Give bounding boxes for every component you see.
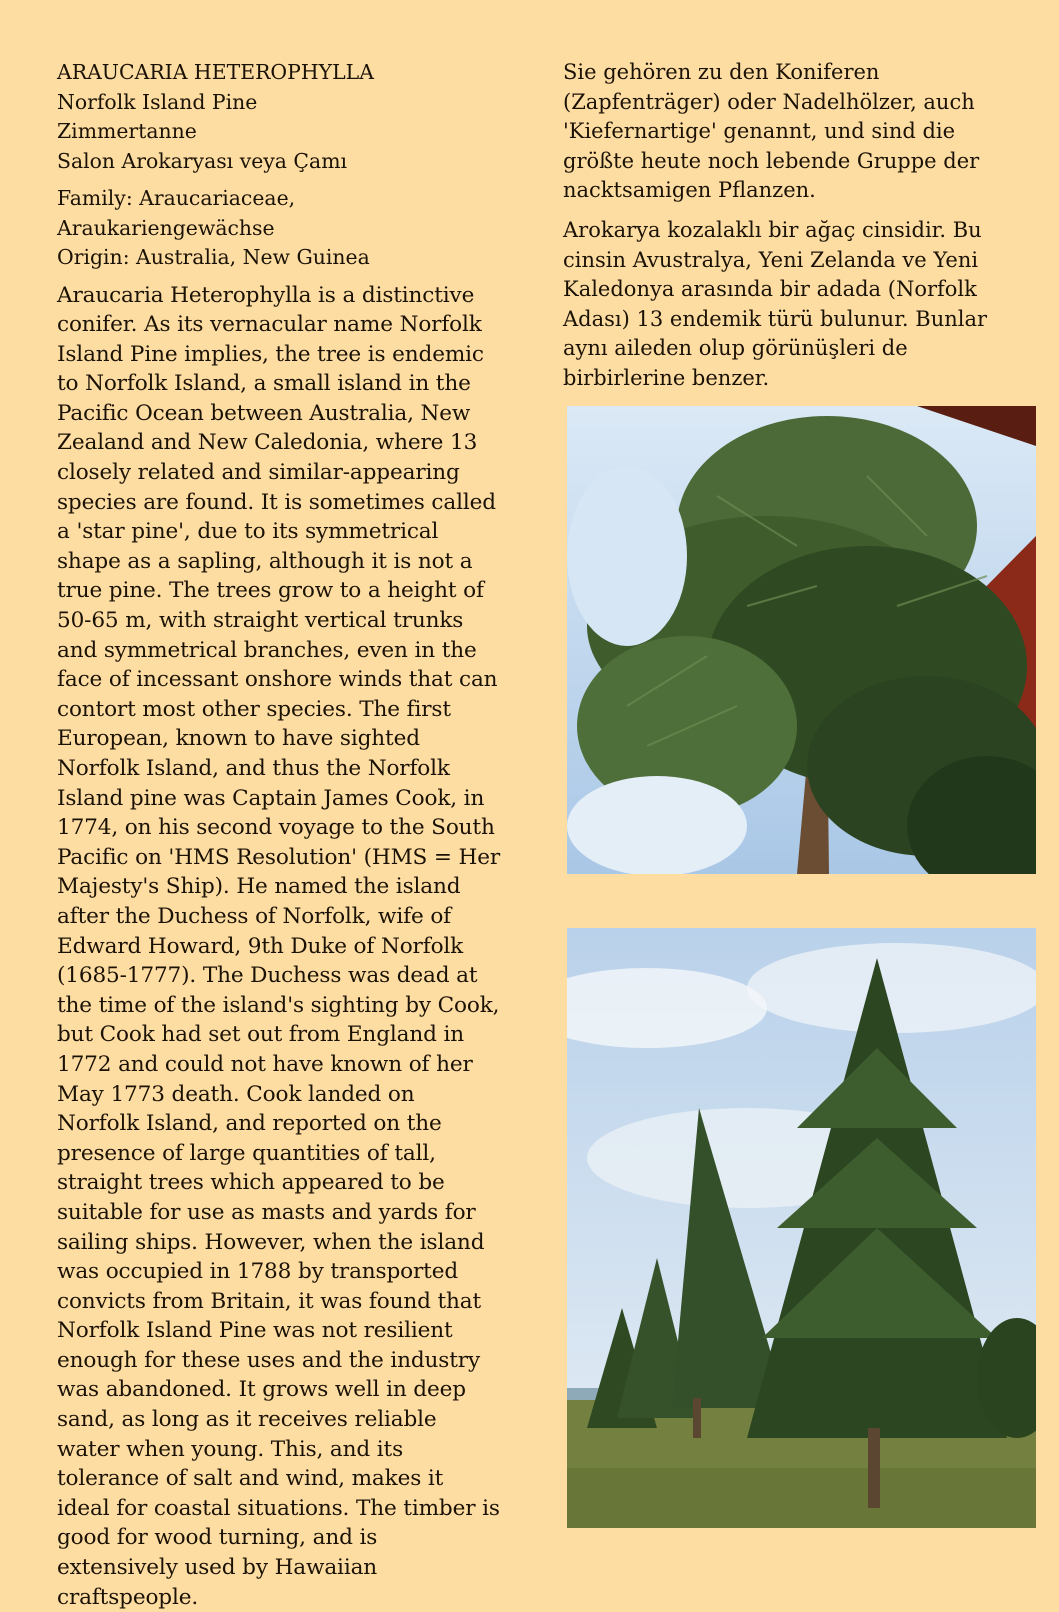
german-description: Sie gehören zu den Koniferen (Zapfenträger) oder Nadelhölzer, auch 'Kiefernartige' genannt, und sind die größte heute noch lebende Gruppe der nacktsamigen Pflanzen.	[563, 58, 1008, 206]
photo-pine-closeup	[567, 406, 1036, 874]
turkish-name: Salon Arokaryası veya Çamı	[57, 147, 502, 177]
turkish-description: Arokarya kozalaklı bir ağaç cinsidir. Bu cinsin Avustralya, Yeni Zelanda ve Yeni Kaledonya arasında bir adada (Norfolk Adası) 13 endemik türü bulunur. Bunlar aynı aileden olup görünüşleri de birbirlerine benzer.	[563, 216, 1008, 394]
latin-name: ARAUCARIA HETEROPHYLLA	[57, 58, 502, 88]
title-block	[57, 58, 502, 176]
family-line: Family: Araucariaceae,	[57, 184, 502, 214]
english-description: Araucaria Heterophylla is a distinctive conifer. As its vernacular name Norfolk Island Pine implies, the tree is endemic to Norfolk Island, a small island in the Pacific Ocean between Australia, New Zealand and New Caledonia, where 13 closely related and similar-appearing species are found. It is sometimes called a 'star pine', due to its symmetrical shape as a sapling, although it is not a true pine. The trees grow to a height of 50-65 m, with straight vertical trunks and symmetrical branches, even in the face of incessant onshore winds that can contort most other species. The first European, known to have sighted Norfolk Island, and thus the Norfolk Island pine was Captain James Cook, in 1774, on his second voyage to the South Pacific on 'HMS Resolution' (HMS = Her Majesty's Ship). He named the island after the Duchess of Norfolk, wife of Edward Howard, 9th Duke of Norfolk (1685-1777). The Duchess was dead at the time of the island's sighting by Cook, but Cook had set out from England in 1772 and could not have known of her May 1773 death. Cook landed on Norfolk Island, and reported on the presence of large quantities of tall, straight trees which appeared to be suitable for use as masts and yards for sailing ships. However, when the island was occupied in 1788 by transported convicts from Britain, it was found that Norfolk Island Pine was not resilient enough for these uses and the industry was abandoned. It grows well in deep sand, as long as it receives reliable water when young. This, and its tolerance of salt and wind, makes it ideal for coastal situations. The timber is good for wood turning, and is extensively used by Hawaiian craftspeople.	[57, 281, 502, 1612]
left-column	[57, 58, 502, 1612]
family-german: Araukariengewächse	[57, 214, 502, 244]
origin-line: Origin: Australia, New Guinea	[57, 243, 502, 273]
english-name: Norfolk Island Pine	[57, 88, 502, 118]
meta-block	[57, 184, 502, 273]
photo-pines-coast	[567, 928, 1036, 1528]
right-column	[563, 58, 1008, 394]
german-name: Zimmertanne	[57, 117, 502, 147]
